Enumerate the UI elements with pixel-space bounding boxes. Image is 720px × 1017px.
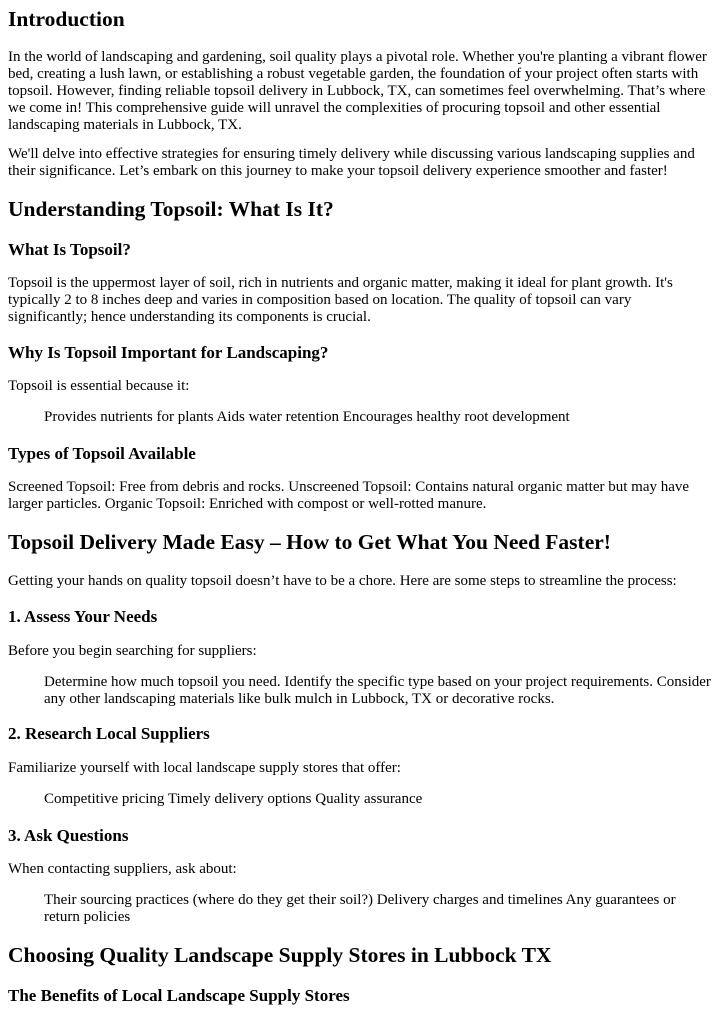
benefits-heading: The Benefits of Local Landscape Supply Stores — [8, 986, 350, 1005]
ask-heading: 3. Ask Questions — [8, 826, 129, 845]
types-heading: Types of Topsoil Available — [8, 444, 196, 463]
understanding-heading: Understanding Topsoil: What Is It? — [8, 197, 334, 221]
intro-heading: Introduction — [8, 7, 125, 31]
delivery-heading: Topsoil Delivery Made Easy – How to Get What You Need Faster! — [8, 530, 611, 554]
intro-paragraph-2: We'll delve into effective strategies for ensuring timely delivery while discussing various landscaping supplies and their significance. Let’s embark on this journey to make your topsoil delivery experience smoother and faster! — [8, 146, 695, 179]
intro-paragraph-1: In the world of landscaping and gardening, soil quality plays a pivotal role. Whether you're planting a vibrant flower bed, creating a lush lawn, or establishing a robust vegetable garden, the foundation of your project often starts with topsoil. However, finding reliable topsoil delivery in Lubbock, TX, can sometimes feel overwhelming. That’s where we come in! This comprehensive guide will unravel the complexities of procuring topsoil and other essential landscaping materials in Lubbock, TX. — [8, 49, 707, 133]
assess-list: Determine how much topsoil you need. Identify the specific type based on your project requirements. Consider any other landscaping materials like bulk mulch in Lubbock, TX or decorative rocks. — [44, 674, 711, 707]
why-list: Provides nutrients for plants Aids water retention Encourages healthy root development — [44, 409, 570, 425]
choosing-heading: Choosing Quality Landscape Supply Stores in Lubbock TX — [8, 943, 552, 967]
delivery-paragraph: Getting your hands on quality topsoil doesn’t have to be a chore. Here are some steps to streamline the process: — [8, 573, 677, 589]
why-paragraph: Topsoil is essential because it: — [8, 378, 190, 394]
research-paragraph: Familiarize yourself with local landscape supply stores that offer: — [8, 760, 401, 776]
types-paragraph: Screened Topsoil: Free from debris and rocks. Unscreened Topsoil: Contains natural organic matter but may have larger particles. Organic Topsoil: Enriched with compost or well-rotted manure. — [8, 479, 690, 512]
ask-paragraph: When contacting suppliers, ask about: — [8, 861, 237, 877]
assess-paragraph: Before you begin searching for suppliers: — [8, 643, 257, 659]
research-list: Competitive pricing Timely delivery options Quality assurance — [44, 791, 423, 807]
ask-list: Their sourcing practices (where do they get their soil?) Delivery charges and timelines Any guarantees or return policies — [44, 892, 676, 925]
what-is-paragraph: Topsoil is the uppermost layer of soil, rich in nutrients and organic matter, making it ideal for plant growth. It's typically 2 to 8 inches deep and varies in composition based on location. The quality of topsoil can vary significantly; hence understanding its components is crucial. — [8, 275, 673, 325]
what-is-heading: What Is Topsoil? — [8, 240, 131, 259]
research-heading: 2. Research Local Suppliers — [8, 724, 210, 743]
assess-heading: 1. Assess Your Needs — [8, 607, 158, 626]
why-heading: Why Is Topsoil Important for Landscaping? — [8, 343, 329, 362]
